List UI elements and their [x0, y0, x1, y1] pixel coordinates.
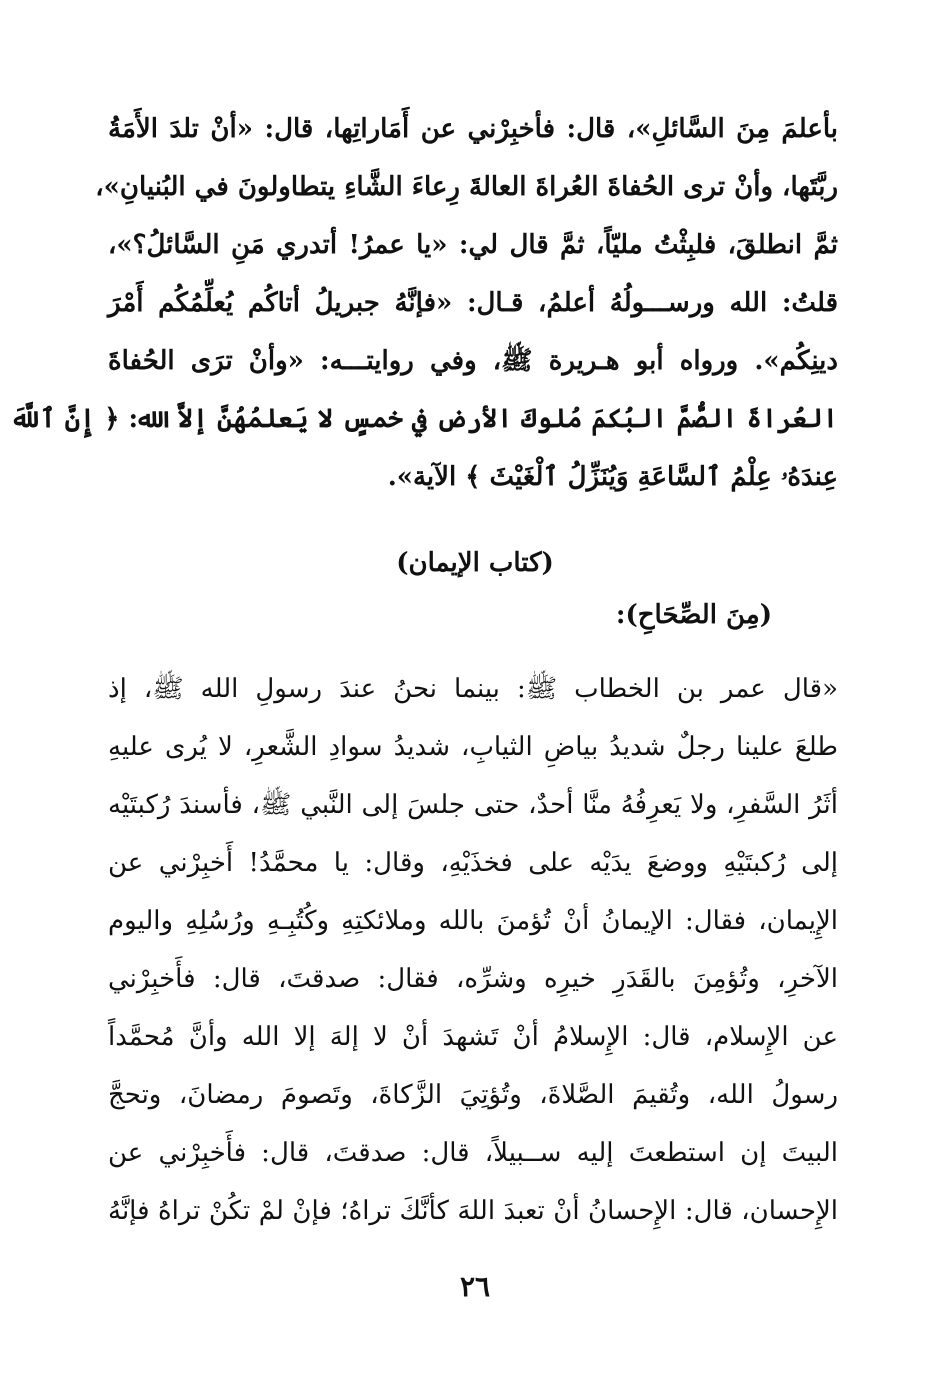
text-line: أثَرُ السَّفرِ، ولا يَعرِفُهُ منَّا أحدٌ، حتى جلسَ إلى النَّبي ﷺ، فأسندَ رُكبتَيْه — [108, 790, 838, 820]
text-line: الإِيمان، فقال: الإيمانُ أنْ تُؤمنَ بالله وملائكتِهِ وكُتُبِـهِ ورُسُلِهِ واليوم — [108, 906, 838, 936]
text-line: بأعلمَ مِنَ السَّائلِ»، قال: فأخبِرْني عن أَمَاراتِها، قال: «أنْ تلدَ الأَمَةُ — [108, 114, 838, 144]
text-line: قلتُ: الله ورســـولُهُ أعلمُ، قـال: «فإنَّهُ جبريلُ أتاكُم يُعلِّمُكُم أَمْرَ — [108, 288, 838, 318]
text-line: الإِحسان، قال: الإِحسانُ أنْ تعبدَ اللهَ كأنَّكَ تراهُ؛ فإنْ لمْ تكُنْ تراهُ فإنَّهُ — [108, 1196, 838, 1226]
text-line: دينِكُم». ورواه أبو هـريرة ﷺ، وفي روايتـــه: «وأنْ ترَى الحُفاةَ — [108, 346, 838, 376]
section-heading: (كتاب الإيمان) — [396, 548, 554, 578]
text-line: طلعَ علينا رجلٌ شديدُ بياضِ الثيابِ، شديدُ سوادِ الشَّعرِ، لا يُرى عليهِ — [108, 732, 838, 762]
text-line: البيتَ إن استطعتَ إليه ســبيلاً، قال: صدقتَ، قال: فأَخبِرْني عن — [108, 1138, 838, 1168]
text-line: عِندَهُۥ عِلْمُ ٱلسَّاعَةِ وَيُنَزِّلُ ٱلْغَيْثَ ﴾ الآية». — [387, 462, 838, 492]
page-number: ٢٦ — [459, 1270, 491, 1303]
main-paragraph — [108, 660, 838, 1240]
text-line: العُراةَ الصُّمَّ البُكمَ مُلوكَ الأرض في خمسٍ لا يَعلمُهُنَّ إلاَّ الله: ﴿ إِنَّ ٱللَّهَ — [9, 404, 838, 434]
text-line: رسولُ الله، وتُقيمَ الصَّلاةَ، وتُؤتِيَ الزَّكاةَ، وتَصومَ رمضانَ، وتحجَّ — [108, 1080, 838, 1110]
text-line: إلى رُكبتَيْهِ ووضعَ يدَيْه على فخذَيْهِ، وقال: يا محمَّدُ! أَخبِرْني عن — [108, 848, 838, 878]
sub-heading: (مِنَ الصِّحَاحِ): — [615, 600, 772, 630]
text-line: ربَّتَها، وأنْ ترى الحُفاةَ العُراةَ العالةَ رِعاءَ الشَّاءِ يتطاولونَ في البُنيانِ»، — [95, 172, 838, 202]
text-line: عن الإِسلام، قال: الإِسلامُ أنْ تَشهدَ أنْ لا إلهَ إلا الله وأنَّ مُحمَّداً — [108, 1022, 838, 1052]
top-paragraph — [9, 100, 838, 506]
text-line: الآخرِ، وتُؤمِنَ بالقَدَرِ خيرِه وشرِّه، فقال: صدقتَ، قال: فأَخبِرْني — [108, 964, 838, 994]
text-line: ثمَّ انطلقَ، فلبِثْتُ مليّاً، ثمَّ قال لي: «يا عمرُ! أتدري مَنِ السَّائلُ؟»، — [108, 230, 838, 260]
text-line: «قال عمر بن الخطاب ﷺ: بينما نحنُ عندَ رسولِ الله ﷺ، إذ — [108, 674, 838, 704]
